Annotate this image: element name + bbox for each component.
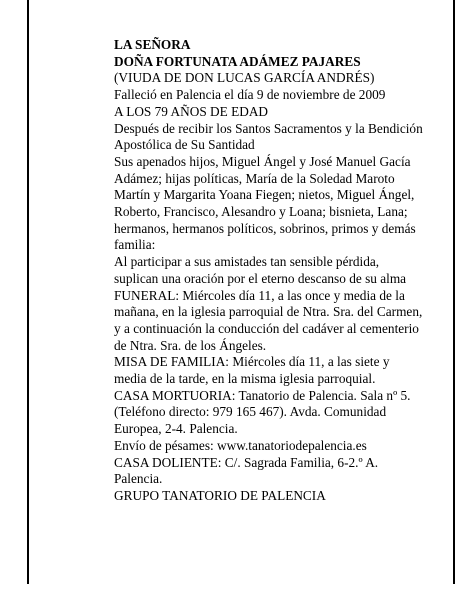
family-list: Sus apenados hijos, Miguel Ángel y José Manuel Gacía Adámez; hijas políticas, María de la Soledad Maroto Martín y Margarita Yoana Fiegen; nietos, Miguel Ángel, Roberto, Francisco, Alesandro y Loana; bisnieta, Lana; hermanos, hermanos políticos, sobrinos, primos y demás familia: [114,153,416,253]
prayer-request: Al participar a sus amistades tan sensible pérdida, suplican una oración por el eterno descanso de su alma [114,254,407,286]
death-date-line: Falleció en Palencia el día 9 de noviembre de 2009 [114,87,386,103]
mortuary-info: CASA MORTUORIA: Tanatorio de Palencia. Sala nº 5. (Teléfono directo: 979 165 467). Avda. Comunidad Europea, 2-4. Palencia. [114,387,411,437]
funeral-home-name: GRUPO TANATORIO DE PALENCIA [114,487,326,503]
age-line: A LOS 79 AÑOS DE EDAD [114,103,269,119]
mourning-house-info: CASA DOLIENTE: C/. Sagrada Familia, 6-2.º A. Palencia. [114,454,379,487]
sacraments-line: Después de recibir los Santos Sacramentos y la Bendición Apostólica de Su Santidad [114,120,423,153]
title-line: LA SEÑORA [114,37,191,52]
widow-note: (VIUDA DE DON LUCAS GARCÍA ANDRÉS) [114,70,375,86]
condolences-info: Envío de pésames: www.tanatoriodepalencia.es [114,437,367,453]
deceased-name: DOÑA FORTUNATA ADÁMEZ PAJARES [114,53,361,69]
funeral-info: FUNERAL: Miércoles día 11, a las once y media de la mañana, en la iglesia parroquial de Ntra. Sra. del Carmen, y a continuación la conducción del cadáver al cementerio de Ntra. Sra. de los Ángeles. [114,287,423,353]
right-border-rule [453,0,455,584]
family-mass-info: MISA DE FAMILIA: Miércoles día 11, a las siete y media de la tarde, en la misma iglesia parroquial. [114,354,390,387]
left-border-rule [27,0,29,584]
obituary-text [114,37,424,505]
